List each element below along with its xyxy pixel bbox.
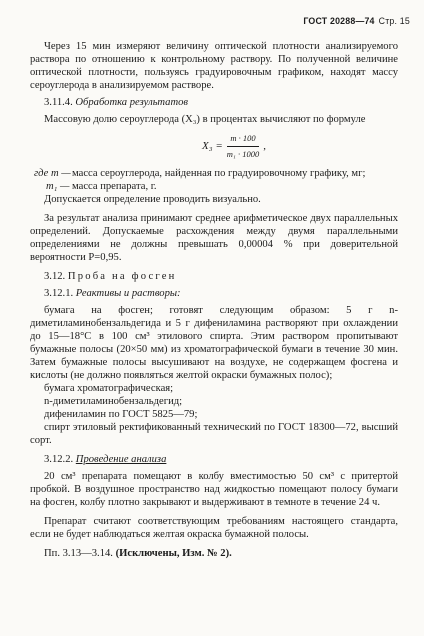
paragraph-visual: Допускается определение проводить визуально. bbox=[44, 194, 261, 205]
reagent-item: n-диметиламинобензальдегид; bbox=[44, 396, 183, 407]
formula-fraction bbox=[227, 132, 259, 161]
section-number: 3.12. bbox=[44, 271, 66, 282]
reagent-item: спирт этиловый ректификованный технический по ГОСТ 18300—72, высший сорт. bbox=[30, 422, 398, 446]
footer-note-text: (Исключены, Изм. № 2). bbox=[115, 548, 232, 559]
reagent-item: бумага хроматографическая; bbox=[44, 383, 174, 394]
section-title: Проба на фосген bbox=[67, 271, 177, 282]
paragraph-mass-fraction: Массовую долю сероуглерода (X₃) в процентах вычисляют по формуле bbox=[44, 114, 366, 125]
section-title: Обработка результатов bbox=[75, 97, 189, 108]
legend-desc-m: масса сероуглерода, найденная по градуировочному графику, мг; bbox=[72, 168, 366, 179]
reagent-item: дифениламин по ГОСТ 5825—79; bbox=[44, 409, 198, 420]
legend-symbol-m1: m₁ — bbox=[46, 181, 70, 192]
page-header bbox=[303, 16, 410, 26]
paragraph-measurement: Через 15 мин измеряют величину оптической плотности анализируемого раствора по отношению к контрольному раствору. По полученной величине оптической плотности, пользуясь градуировочным графиком, находят массу сероуглерода в анализируемом растворе. bbox=[30, 41, 398, 91]
section-3-12-heading bbox=[44, 270, 398, 283]
formula-numerator: m · 100 bbox=[227, 132, 258, 147]
section-title: Реактивы и растворы: bbox=[75, 288, 181, 299]
legend-desc-m1: масса препарата, г. bbox=[72, 181, 157, 192]
paragraph-reagents: бумага на фосген; готовят следующим образом: 5 г n-диметиламинобензальдегида и 5 г дифениламина растворяют при охлаждении до 15—18°С в 100 см³ этилового спирта. Этим раствором пропитывают бумажные полосы (20×50 мм) из хроматографической бумаги в течение 30 мин. Затем бумажные полосы высушивают на воздухе, не содержащем фосгена и кислоты (не должно появляться желтой окраски бумажных полос); bbox=[30, 305, 398, 381]
section-number: 3.12.1. bbox=[44, 288, 74, 299]
paragraph-conclusion: Препарат считают соответствующим требованиям настоящего стандарта, если не будет наблюдаться желтая окраска бумажной полосы. bbox=[30, 516, 398, 540]
section-number: 3.12.2. bbox=[44, 454, 74, 465]
footer-note bbox=[30, 547, 398, 560]
section-number: 3.11.4. bbox=[44, 97, 73, 108]
legend-symbol-m: где m — bbox=[34, 168, 71, 179]
legend-item-m1 bbox=[34, 180, 398, 193]
formula bbox=[70, 132, 398, 161]
section-3-12-1-heading bbox=[44, 287, 398, 300]
section-3-11-4-heading bbox=[44, 96, 398, 109]
formula-tail: , bbox=[263, 140, 266, 152]
formula-lhs: X₃ = bbox=[202, 140, 223, 152]
paragraph-procedure: 20 см³ препарата помещают в колбу вместимостью 50 см³ с притертой пробкой. В воздушное пространство над жидкостью помещают полосу бумаги на фосген, колбу плотно закрывают и выдерживают в темноте в течение 24 ч. bbox=[30, 471, 398, 508]
page-number: Стр. 15 bbox=[378, 16, 410, 26]
section-title: Проведение анализа bbox=[75, 454, 167, 465]
document-body bbox=[30, 40, 398, 560]
footer-note-prefix: Пп. 3.13—3.14. bbox=[44, 548, 113, 559]
standard-code: ГОСТ 20288—74 bbox=[303, 16, 375, 26]
legend-item-m bbox=[34, 167, 398, 180]
paragraph-result: За результат анализа принимают среднее арифметическое двух параллельных определений. Допускаемые расхождения между двумя параллельными определениями не должны превышать 0,00004 % при доверительной вероятности P=0,95. bbox=[30, 213, 398, 263]
formula-legend bbox=[34, 167, 398, 193]
formula-denominator: m₁ · 1000 bbox=[226, 149, 260, 159]
section-3-12-2-heading bbox=[44, 453, 398, 466]
